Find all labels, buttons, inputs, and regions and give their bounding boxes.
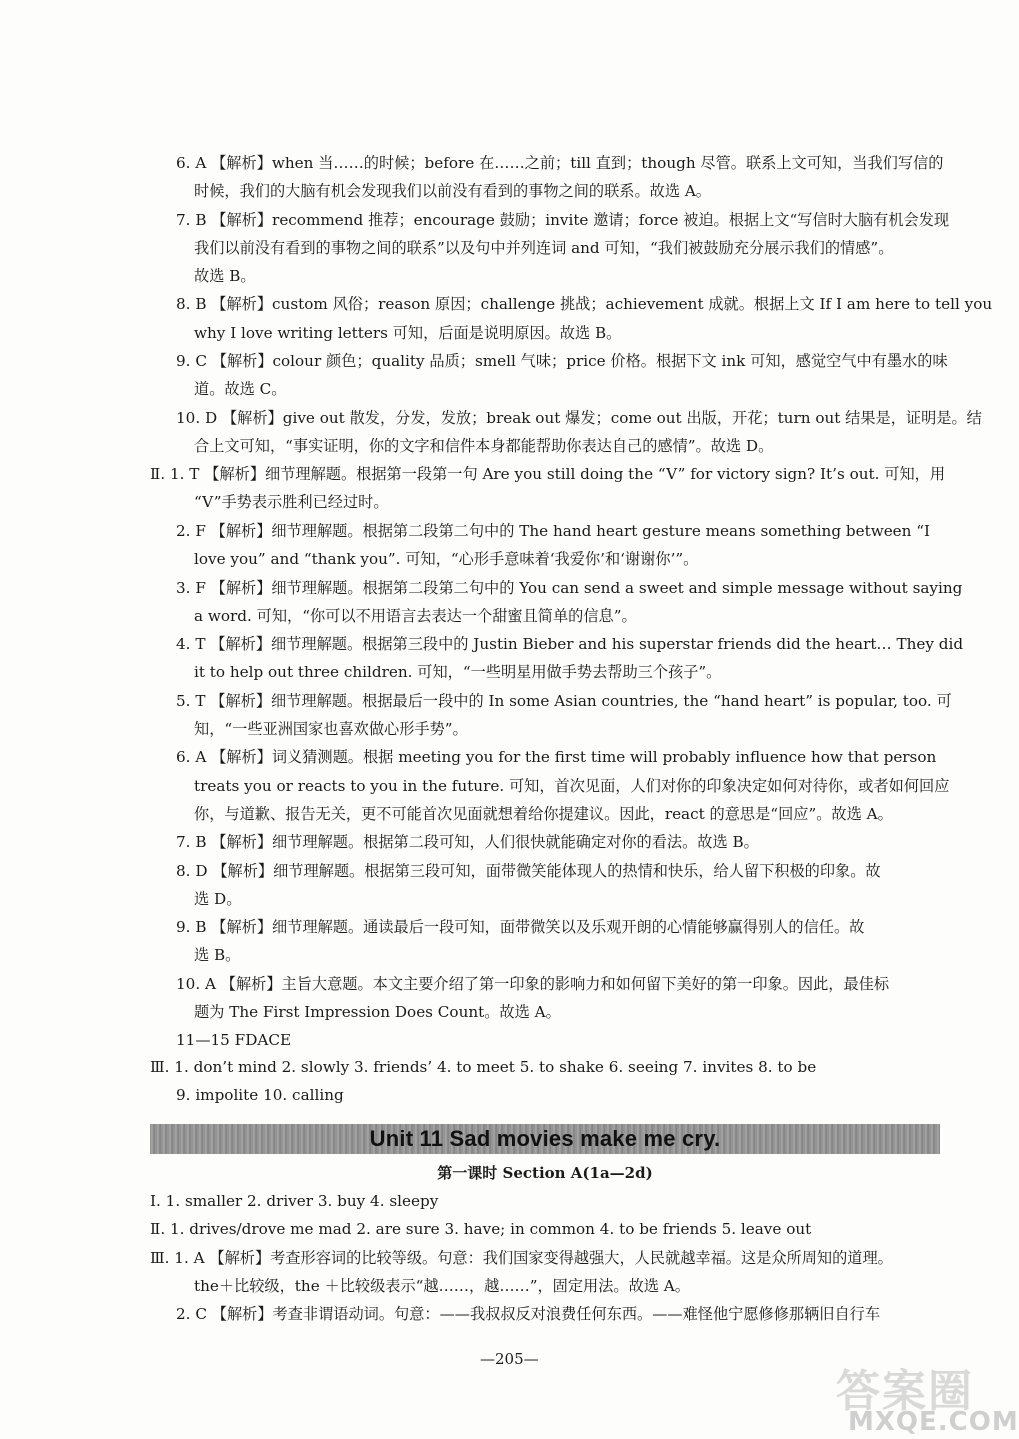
part3-answers-line-2: 9. impolite 10. calling: [176, 1086, 344, 1105]
part2-answer-3-line-1: 3. F 【解析】细节理解题。根据第二段第二句中的 You can send a sweet and simple message without saying: [176, 578, 963, 597]
answers-part-3: [150, 1053, 944, 1110]
watermark-logo: [828, 1355, 1019, 1439]
answers-part-2-continued: [176, 517, 964, 1055]
part2-answer-5-line-2: 知，“一些亚洲国家也喜欢做心形手势”。: [194, 720, 468, 739]
part2-answer-6-line-3: 你，与道歉、报告无关，更不可能首次见面就想着给你提建议。因此，react 的意思是“回应”。故选 A。: [194, 804, 893, 823]
unit-part2-answers: Ⅱ. 1. drives/drove me mad 2. are sure 3. have; in common 4. to be friends 5. leave out: [150, 1220, 812, 1239]
answer-10-line-2: 合上文可知，“事实证明，你的文字和信件本身都能帮助你表达自己的感情”。故选 D。: [194, 436, 774, 455]
part2-answer-5-line-1: 5. T 【解析】细节理解题。根据最后一段中的 In some Asian countries, the “hand heart” is popular, too. 可: [176, 691, 952, 710]
unit-part3-answer-2-line-1: 2. C 【解析】考查非谓语动词。句意：——我叔叔反对浪费任何东西。——难怪他宁愿修修那辆旧自行车: [176, 1305, 881, 1324]
part2-answer-7-line-1: 7. B 【解析】细节理解题。根据第二段可知，人们很快就能确定对你的看法。故选 B。: [176, 833, 759, 852]
part3-answers-line-1: Ⅲ. 1. don’t mind 2. slowly 3. friends’ 4. to meet 5. to shake 6. seeing 7. invites 8. to be: [150, 1058, 817, 1076]
answers-section-previous: [176, 149, 993, 460]
part2-answer-10-line-1: 10. A 【解析】主旨大意题。本文主要介绍了第一印象的影响力和如何留下美好的第一印象。因此，最佳标: [176, 974, 890, 993]
part2-answer-2-line-2: love you” and “thank you”. 可知，“心形手意味着‘我爱你’和‘谢谢你’”。: [194, 550, 699, 569]
part2-answer-9-line-2: 选 B。: [194, 946, 241, 965]
part2-answer-8-line-2: 选 D。: [194, 889, 242, 908]
part2-answer-1-line-2: “V”手势表示胜利已经过时。: [194, 493, 389, 512]
unit-answers: [150, 1187, 944, 1328]
lesson-heading: 第一课时 Section A(1a—2d): [437, 1164, 653, 1182]
part2-answer-4-line-2: it to help out three children. 可知，“一些明星用做手势去帮助三个孩子”。: [194, 663, 722, 682]
answer-9-line-1: 9. C 【解析】colour 颜色；quality 品质；smell 气味；price 价格。根据下文 ink 可知，感觉空气中有墨水的味: [176, 352, 948, 371]
answer-7-line-1: 7. B 【解析】recommend 推荐；encourage 鼓励；invite 邀请；force 被迫。根据上文“写信时大脑有机会发现: [176, 210, 950, 229]
answer-8-line-1: 8. B 【解析】custom 风俗；reason 原因；challenge 挑战；achievement 成就。根据上文 If I am here to tell you: [176, 295, 993, 314]
page-number: —205—: [480, 1350, 539, 1368]
part2-answer-1-line-1: Ⅱ. 1. T 【解析】细节理解题。根据第一段第一句 Are you still doing the “V” for victory sign? It’s out. 可知，用: [150, 465, 946, 483]
watermark-url: MXQE.COM: [848, 1407, 1019, 1437]
unit-part1-answers: Ⅰ. 1. smaller 2. driver 3. buy 4. sleepy: [150, 1192, 439, 1210]
answer-6-line-1: 6. A 【解析】when 当……的时候；before 在……之前；till 直到；though 尽管。联系上文可知，当我们写信的: [176, 154, 944, 172]
part2-answer-3-line-2: a word. 可知，“你可以不用语言去表达一个甜蜜且简单的信息”。: [194, 606, 637, 625]
unit-part3-answer-1-line-2: the＋比较级，the ＋比较级表示“越……，越……”，固定用法。故选 A。: [194, 1276, 690, 1295]
part2-answer-6-line-2: treats you or reacts to you in the future. 可知，首次见面，人们对你的印象决定如何对待你，或者如何回应: [194, 776, 950, 795]
part2-answer-8-line-1: 8. D 【解析】细节理解题。根据第三段可知，面带微笑能体现人的热情和快乐，给人留下积极的印象。故: [176, 861, 881, 880]
unit-part3-answer-1-line-1: Ⅲ. 1. A 【解析】考查形容词的比较等级。句意：我们国家变得越强大，人民就越幸福。这是众所周知的道理。: [150, 1248, 893, 1267]
answer-7-line-2: 我们以前没有看到的事物之间的联系”以及句中并列连词 and 可知，“我们被鼓励充分展示我们的情感”。: [194, 238, 894, 257]
part2-answer-9-line-1: 9. B 【解析】细节理解题。通读最后一段可知，面带微笑以及乐观开朗的心情能够赢得别人的信任。故: [176, 918, 865, 937]
unit-title-banner: [150, 1124, 940, 1154]
answer-9-line-2: 道。故选 C。: [194, 380, 287, 399]
part2-answer-11-15: 11—15 FDACE: [176, 1031, 292, 1050]
watermark-text: 答案圈: [836, 1366, 974, 1417]
answer-8-line-2: why I love writing letters 可知，后面是说明原因。故选 B。: [194, 323, 622, 342]
part2-answer-6-line-1: 6. A 【解析】词义猜测题。根据 meeting you for the first time will probably influence how that person: [176, 748, 937, 767]
answer-6-line-2: 时候，我们的大脑有机会发现我们以前没有看到的事物之间的联系。故选 A。: [194, 182, 711, 201]
part2-answer-10-line-2: 题为 The First Impression Does Count。故选 A。: [194, 1003, 561, 1022]
answer-10-line-1: 10. D 【解析】give out 散发，分发，发放；break out 爆发；come out 出版，开花；turn out 结果是，证明是。结: [176, 408, 982, 427]
unit-title: Unit 11 Sad movies make me cry.: [369, 1126, 721, 1151]
answers-part-2: [150, 460, 944, 517]
part2-answer-2-line-1: 2. F 【解析】细节理解题。根据第二段第二句中的 The hand heart gesture means something between “I: [176, 522, 931, 540]
part2-answer-4-line-1: 4. T 【解析】细节理解题。根据第三段中的 Justin Bieber and his superstar friends did the heart… They did: [176, 635, 964, 654]
answer-7-line-3: 故选 B。: [194, 267, 256, 286]
